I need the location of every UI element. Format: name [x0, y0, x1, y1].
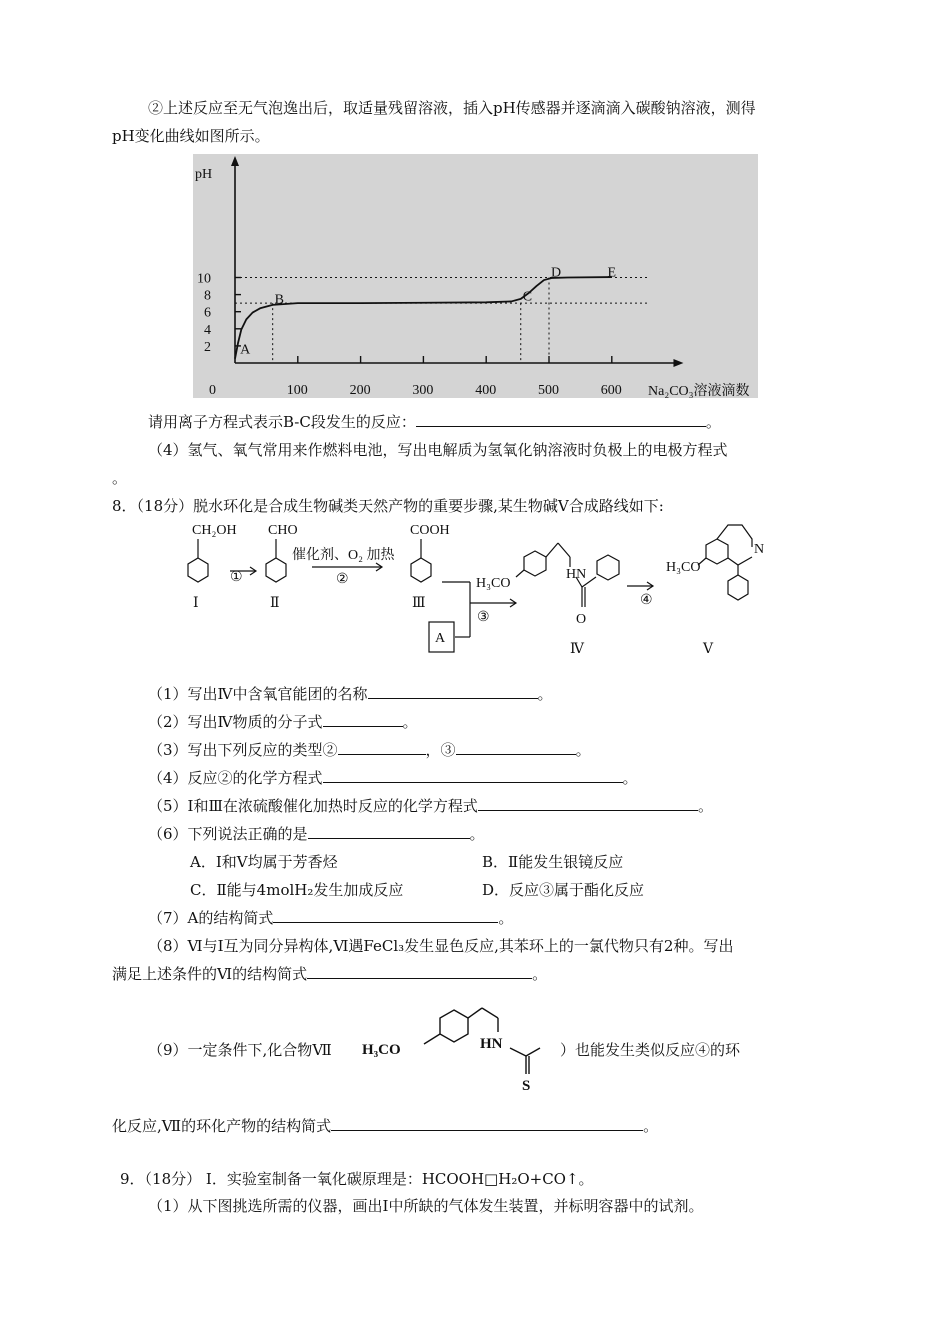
x-tick-label: 0 [209, 383, 216, 398]
point-label-d: D [551, 265, 562, 281]
answer-blank-bc[interactable] [416, 412, 706, 427]
s-VII: S [522, 1078, 531, 1094]
option-B[interactable]: B．Ⅱ能发生银镜反应 [482, 853, 624, 871]
x-tick-label: 100 [286, 383, 308, 398]
answer-blank-1[interactable] [368, 684, 538, 699]
h3co-VII: H₃CO [362, 1042, 401, 1058]
benzene-ring-IV-left [524, 551, 546, 576]
benzene-ring-III [411, 558, 431, 582]
benzene-ring-V-left [706, 539, 728, 564]
answer-blank-4[interactable] [323, 768, 623, 783]
y-tick-label: 4 [204, 322, 211, 338]
step-2: ② [336, 572, 349, 587]
answer-blank-9[interactable] [331, 1116, 643, 1131]
point-label-c: C [522, 289, 533, 305]
o-IV: O [576, 612, 587, 627]
q8-question-3: （3）写出下列反应的类型② ，③ 。 [148, 741, 591, 759]
h3co-V: H₃CO [666, 560, 701, 575]
q8-question-8-line2: 满足上述条件的Ⅵ的结构简式 。 [112, 965, 548, 983]
intro-line-1: ②上述反应至无气泡逸出后，取适量残留溶液，插入pH传感器并逐滴滴入碳酸钠溶液，测得 [148, 99, 756, 117]
box-A-label: A [435, 631, 446, 646]
q9-sub-1: （1）从下图挑选所需的仪器，画出Ⅰ中所缺的气体发生装置，并标明容器中的试剂。 [148, 1197, 704, 1215]
y-tick-label: 2 [204, 339, 211, 355]
point-label-b: B [274, 292, 285, 308]
ph-chart [193, 154, 758, 398]
q8-question-4: （4）反应②的化学方程式 。 [148, 769, 638, 787]
x-tick-label: 400 [475, 383, 497, 398]
q8-question-7: （7）A的结构简式 。 [148, 909, 514, 927]
hn-IV: HN [566, 567, 587, 582]
step-4: ④ [640, 593, 653, 608]
answer-blank-6[interactable] [308, 824, 470, 839]
q4-line-1: （4）氢气、氧气常用来作燃料电池，写出电解质为氢氧化钠溶液时负极上的电极方程式 [148, 441, 728, 459]
y-tick-label: 10 [197, 271, 211, 287]
y-axis-label: pH [195, 167, 213, 182]
q8-header: 8．（18分）脱水环化是合成生物碱类天然产物的重要步骤,某生物碱Ⅴ合成路线如下: [112, 497, 664, 515]
point-label-e: E [607, 265, 617, 281]
n-V: N [754, 542, 765, 557]
label-V: Ⅴ [703, 642, 714, 657]
answer-blank-3a[interactable] [338, 740, 426, 755]
step-2-condition: 催化剂、O₂ 加热 [292, 548, 395, 563]
label-IV: Ⅳ [570, 642, 584, 657]
period: 。 [705, 413, 721, 431]
benzene-ring-I [188, 558, 208, 582]
group-cho: CHO [268, 523, 298, 538]
group-cooh: COOH [410, 523, 450, 538]
answer-blank-3b[interactable] [456, 740, 576, 755]
step-1: ① [230, 570, 243, 585]
answer-blank-5[interactable] [478, 796, 698, 811]
chart-background [193, 154, 758, 398]
q8-question-9-line2: 化反应,Ⅶ的环化产物的结构简式 。 [112, 1117, 659, 1135]
x-tick-label: 600 [600, 383, 622, 398]
h3co-IV: H₃CO [476, 576, 511, 591]
benzene-ring-V-bottom [728, 575, 748, 600]
answer-blank-8[interactable] [307, 964, 532, 979]
q8-question-8-line1: （8）Ⅵ与Ⅰ互为同分异构体,Ⅵ遇FeCl₃发生显色反应,其苯环上的一氯代物只有2种。写出 [148, 937, 734, 955]
x-axis-label: Na₂CO₃溶液滴数 [648, 384, 750, 398]
ask-bc-line [148, 412, 721, 432]
group-ch2oh: CH₂OH [192, 523, 237, 538]
q8-question-6: （6）下列说法正确的是 。 [148, 825, 485, 843]
label-III: Ⅲ [412, 596, 426, 611]
label-I: Ⅰ [193, 596, 199, 611]
compound-VII-structure [360, 998, 560, 1094]
benzene-ring-VII [440, 1010, 468, 1042]
point-label-a: A [240, 342, 251, 358]
y-tick-label: 6 [204, 305, 211, 321]
q8-question-1: （1）写出Ⅳ中含氧官能团的名称 。 [148, 685, 553, 703]
x-tick-label: 500 [538, 383, 559, 398]
step-3: ③ [477, 610, 490, 625]
q8-question-9-post: ）也能发生类似反应④的环 [560, 1041, 741, 1059]
label-II: Ⅱ [270, 596, 280, 611]
option-A[interactable]: A．Ⅰ和Ⅴ均属于芳香烃 [190, 853, 338, 871]
answer-blank-2[interactable] [323, 712, 403, 727]
benzene-ring-IV-right [597, 555, 619, 580]
intro-line-2: pH变化曲线如图所示。 [112, 127, 270, 145]
q9-header: 9．（18分） Ⅰ．实验室制备一氧化碳原理是：HCOOH□H₂O+CO↑。 [120, 1170, 594, 1188]
ask-bc-text: 请用离子方程式表示B-C段发生的反应： [148, 413, 416, 431]
answer-blank-7[interactable] [273, 908, 498, 923]
q8-question-9-pre: （9）一定条件下,化合物Ⅶ [148, 1041, 332, 1059]
option-D[interactable]: D．反应③属于酯化反应 [482, 881, 645, 899]
q4-line-2: 。 [112, 469, 128, 487]
benzene-ring-II [266, 558, 286, 582]
option-C[interactable]: C．Ⅱ能与4molH₂发生加成反应 [190, 881, 404, 899]
x-tick-label: 200 [349, 383, 371, 398]
hn-VII: HN [480, 1036, 503, 1052]
q8-question-2: （2）写出Ⅳ物质的分子式 。 [148, 713, 418, 731]
x-tick-label: 300 [412, 383, 434, 398]
synthesis-scheme [150, 515, 790, 665]
q8-question-5: （5）Ⅰ和Ⅲ在浓硫酸催化加热时反应的化学方程式 。 [148, 797, 713, 815]
y-tick-label: 8 [204, 288, 211, 304]
